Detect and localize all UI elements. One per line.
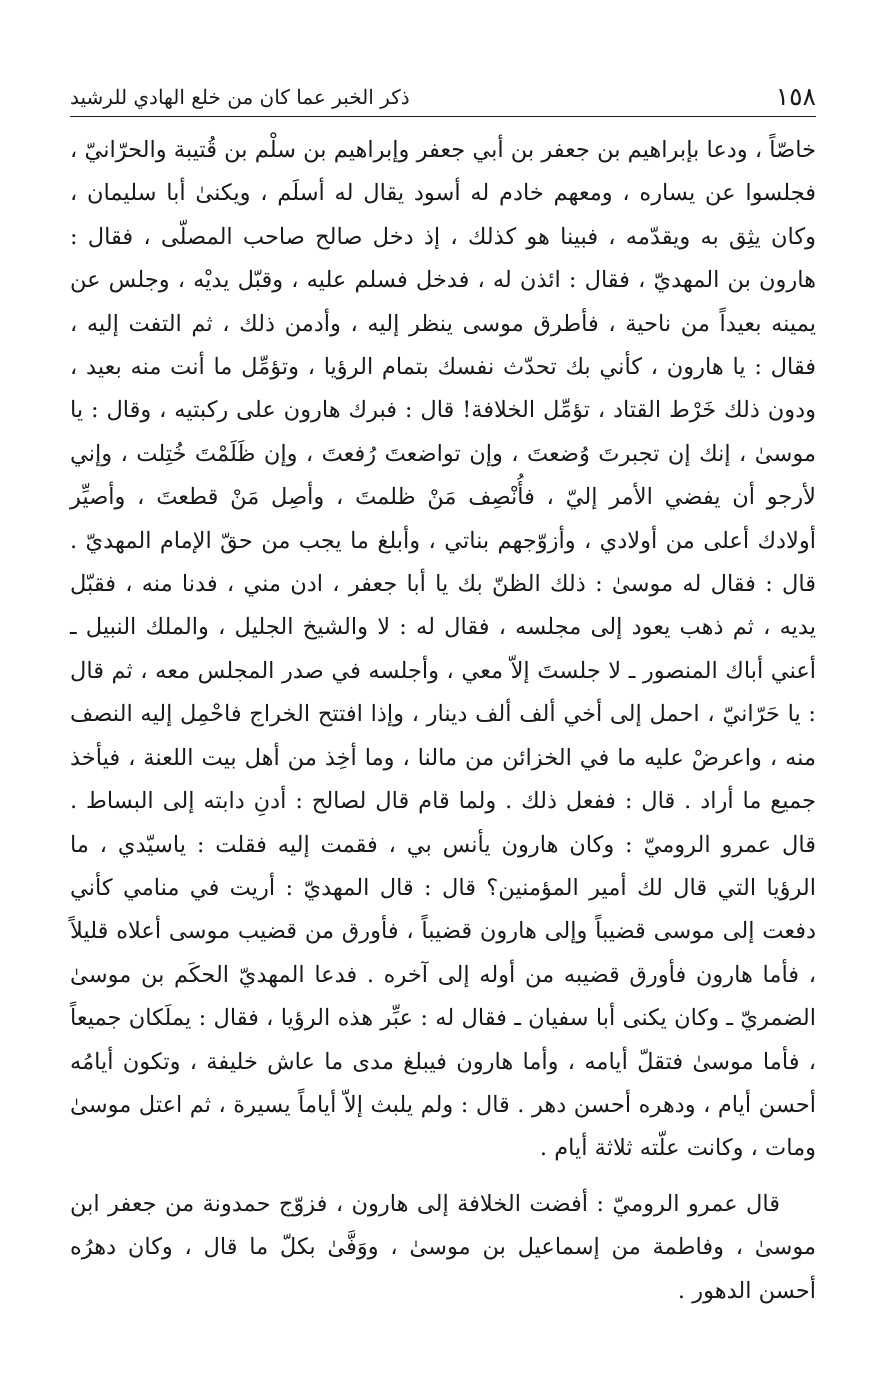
paragraph: قال عمرو الروميّ : أفضت الخلافة إلى هارون ، فزوّج حمدونة من جعفر ابن موسىٰ ، وفاطمة من إسماعيل بن موسىٰ ، ووَفَّىٰ بكلّ ما قال ، وكان دهرُه أحسن الدهور . bbox=[70, 1190, 816, 1304]
book-page bbox=[70, 72, 816, 1313]
page-number: ١٥٨ bbox=[775, 82, 816, 111]
page-header bbox=[70, 72, 816, 117]
body-text bbox=[70, 129, 816, 1313]
paragraph: خاصّاً ، ودعا بإبراهيم بن جعفر بن أبي جعفر وإبراهيم بن سلْم بن قُتيبة والحرّانيّ ، فجلسوا عن يساره ، ومعهم خادم له أسود يقال له أسلَم ، ويكنىٰ أبا سليمان ، وكان يثِق به ويقدّمه ، فبينا هو كذلك ، إذ دخل صالح صاحب المصلّى ، فقال : هارون بن المهديّ ، فقال : ائذن له ، فدخل فسلم عليه ، وقبّل يديْه ، وجلس عن يمينه بعيداً من ناحية ، فأطرق موسى ينظر إليه ، وأدمن ذلك ، ثم التفت إليه ، فقال : يا هارون ، كأني بك تحدّث نفسك بتمام الرؤيا ، وتؤمِّل ما أنت منه بعيد ، ودون ذلك خَرْط القتاد ، تؤمِّل الخلافة! قال : فبرك هارون على ركبتيه ، وقال : يا موسىٰ ، إنك إن تجبرتَ وُضعتَ ، وإن تواضعتَ رُفعتَ ، وإن ظَلَمْتَ خُتِلت ، وإني لأرجو أن يفضي الأمر إليّ ، فأُنْصِف مَنْ ظلمتَ ، وأصِل مَنْ قطعتَ ، وأصيِّر أولادك أعلى من أولادي ، وأزوّجهم بناتي ، وأبلغ ما يجب من حقّ الإمام المهديّ . قال : فقال له موسىٰ : ذلك الظنّ بك يا أبا جعفر ، ادن مني ، فدنا منه ، فقبّل يديه ، ثم ذهب يعود إلى مجلسه ، فقال له : لا والشيخ الجليل ، والملك النبيل ـ أعني أباك المنصور ـ لا جلستَ إلاّ معي ، وأجلسه في صدر المجلس معه ، ثم قال : يا حَرّانيّ ، احمل إلى أخي ألف ألف دينار ، وإذا افتتح الخراج فاحْمِل إليه النصف منه ، واعرضْ عليه ما في الخزائن من مالنا ، وما أخِذ من أهل بيت اللعنة ، فيأخذ جميع ما أراد . قال : ففعل ذلك . ولما قام قال لصالح : أدنِ دابته إلى البساط . قال عمرو الروميّ : وكان هارون يأنس بي ، فقمت إليه فقلت : ياسيّدي ، ما الرؤيا التي قال لك أمير المؤمنين؟ قال : قال المهديّ : أريت في منامي كأني دفعت إلى موسى قضيباً وإلى هارون قضيباً ، فأورق من قضيب موسى أعلاه قليلاً ، فأما هارون فأورق قضيبه من أوله إلى آخره . فدعا المهديّ الحكَم بن موسىٰ الضمريّ ـ وكان يكنى أبا سفيان ـ فقال له : عبِّر هذه الرؤيا ، فقال : يملَكان جميعاً ، فأما موسىٰ فتقلّ أيامه ، وأما هارون فيبلغ مدى ما عاش خليفة ، وتكون أيامُه أحسن أيام ، ودهره أحسن دهر . قال : ولم يلبث إلاّ أياماً يسيرة ، ثم اعتل موسىٰ ومات ، وكانت علّته ثلاثة أيام . bbox=[70, 137, 816, 1162]
running-title: ذكر الخبر عما كان من خلع الهادي للرشيد bbox=[70, 85, 410, 109]
